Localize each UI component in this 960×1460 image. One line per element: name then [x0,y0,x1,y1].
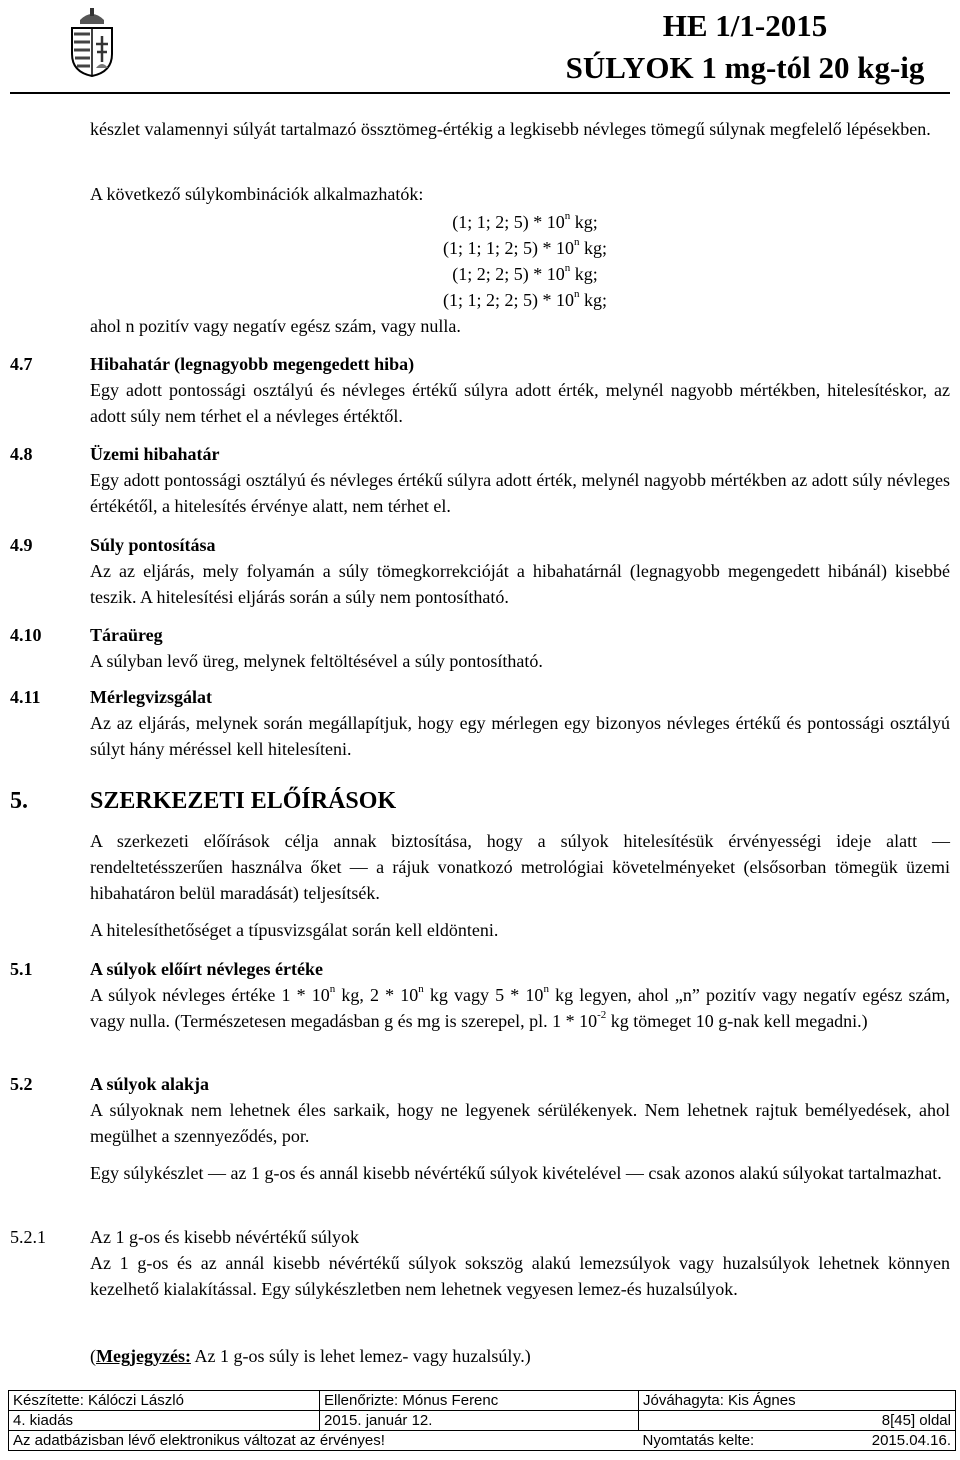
combination-1: (1; 1; 2; 5) * 10$^n$ kg; [452,210,598,232]
section-4-7-text: Egy adott pontossági osztályú és névleges értékű súlyra adott érték, melynél nagyobb mértékben, hitelesítéskor, az adott súly nem térhet el a névleges értéktől. [90,380,950,426]
combination-note: ahol n pozitív vagy negatív egész szám, vagy nulla. [90,316,461,336]
section-4-9-number: 4.9 [10,535,33,555]
section-4-8-number: 4.8 [10,444,33,464]
checked-by: Ellenőrizte: Mónus Ferenc [320,1391,639,1411]
section-4-11-number: 4.11 [10,687,41,707]
prepared-by: Készítette: Kálóczi László [9,1391,320,1411]
section-4-10-title: Táraüreg [90,625,163,645]
section-4-10-number: 4.10 [10,625,42,645]
section-4-11-text: Az az eljárás, melynek során megállapítjuk, hogy egy mérlegen egy bizonyos névleges értékű és pontossági osztályú súlyt hány méréssel kell hitelesíteni. [90,713,950,759]
section-5-2-paragraph-2: Egy súlykészlet — az 1 g-os és annál kisebb névértékű súlyok kivételével — csak azonos alakú súlyokat tartalmazhat. [90,1163,942,1183]
section-5-2-1-text: Az 1 g-os és az annál kisebb névértékű súlyok sokszög alakú lemezsúlyok vagy huzalsúlyok lehetnek könnyen kezelhető kialakítással. Egy súlykészletben nem lehetnek vegyesen lemez-és huzalsúlyok. [90,1253,950,1299]
section-5-paragraph-2: A hitelesíthetőséget a típusvizsgálat során kell eldönteni. [90,920,499,940]
print-date: 2015.04.16. [871,1432,951,1449]
section-4-10-text: A súlyban levő üreg, melynek feltöltésével a súly pontosítható. [90,651,543,671]
section-5-2-title: A súlyok alakja [90,1074,210,1094]
section-5-2-paragraph-1: A súlyoknak nem lehetnek éles sarkaik, hogy ne legyenek sérülékenyek. Nem lehetnek rajtuk bemélyedések, ahol megülhet a szennyeződés, por. [90,1100,950,1146]
footer-table [8,1390,956,1451]
footer-row-edition [9,1411,956,1431]
section-4-7-title: Hibahatár (legnagyobb megengedett hiba) [90,354,415,374]
page-number: 8[45] oldal [639,1411,956,1431]
section-5-1-text: A súlyok névleges értéke 1 * 10$^n$ kg, 2 * 10$^n$ kg vagy 5 * 10$^n$ kg legyen, ahol „n” pozitív vagy negatív egész szám, vagy nulla. (Természetesen megadásban g és mg is szerepel, pl. $1 * 10^{-2}$ kg tömeget 10 g-nak kell megadni.) [90,983,950,1031]
note-label: Megjegyzés: [96,1346,191,1366]
section-5-2-1-title: Az 1 g-os és kisebb névértékű súlyok [90,1227,359,1247]
section-4-11-title: Mérlegvizsgálat [90,687,212,707]
section-5-number: 5. [10,788,28,814]
footer-row-validity [9,1431,956,1451]
section-4-9-title: Súly pontosítása [90,535,216,555]
combination-4: (1; 1; 2; 2; 5) * 10$^n$ kg; [442,288,607,310]
validity-note: Az adatbázisban lévő elektronikus változat az érvényes! [9,1431,639,1451]
print-date-cell [639,1431,956,1451]
section-5-paragraph-1: A szerkezeti előírások célja annak biztosítása, hogy a súlyok hitelesítésük érvényességi ideje alatt — rendeltetésszerűen használva őket — a rájuk vonatkozó metrológiai követelményeket (elsősorban tömegük üzemi hibahatáron belül maradását) teljesítsék. [90,831,950,903]
section-4-8-title: Üzemi hibahatár [90,444,220,464]
combination-2: (1; 1; 1; 2; 5) * 10$^n$ kg; [442,236,607,258]
section-5-title: SZERKEZETI ELŐÍRÁSOK [90,788,397,814]
section-4-8-text: Egy adott pontossági osztályú és névleges értékű súlyra adott érték, melynél nagyobb mértékben az adott súly névleges értékétől, a hitelesítés érvénye alatt, nem térhet el. [90,470,950,516]
section-5-1-number: 5.1 [10,959,33,979]
edition: 4. kiadás [9,1411,320,1431]
intro-paragraph: készlet valamennyi súlyát tartalmazó össztömeg-értékig a legkisebb névleges tömegű súlynak megfelelő lépésekben. [90,119,931,139]
footer-row-approvals [9,1391,956,1411]
combination-3: (1; 2; 2; 5) * 10$^n$ kg; [452,262,598,284]
hungarian-coat-of-arms-icon [66,6,118,78]
document-title: SÚLYOK 1 mg-tól 20 kg-ig [565,50,925,85]
document-id: HE 1/1-2015 [662,8,828,43]
note: (Megjegyzés: Az 1 g-os súly is lehet lemez- vagy huzalsúly.) [90,1346,531,1366]
section-5-2-1-number: 5.2.1 [10,1227,46,1247]
section-5-1-title: A súlyok előírt névleges értéke [90,959,323,979]
header-divider [10,92,950,94]
section-4-9-text: Az az eljárás, mely folyamán a súly tömegkorrekcióját a hibahatárnál (legnagyobb megengedett hibánál) kisebbé teszik. A hitelesítési eljárás során a súly nem pontosítható. [90,561,950,607]
approved-by: Jóváhagyta: Kis Ágnes [639,1391,956,1411]
section-4-7-number: 4.7 [10,354,33,374]
section-5-2-number: 5.2 [10,1074,33,1094]
print-date-label: Nyomtatás kelte: [642,1432,755,1449]
combinations-intro: A következő súlykombinációk alkalmazhatók: [90,184,424,204]
edition-date: 2015. január 12. [320,1411,639,1431]
